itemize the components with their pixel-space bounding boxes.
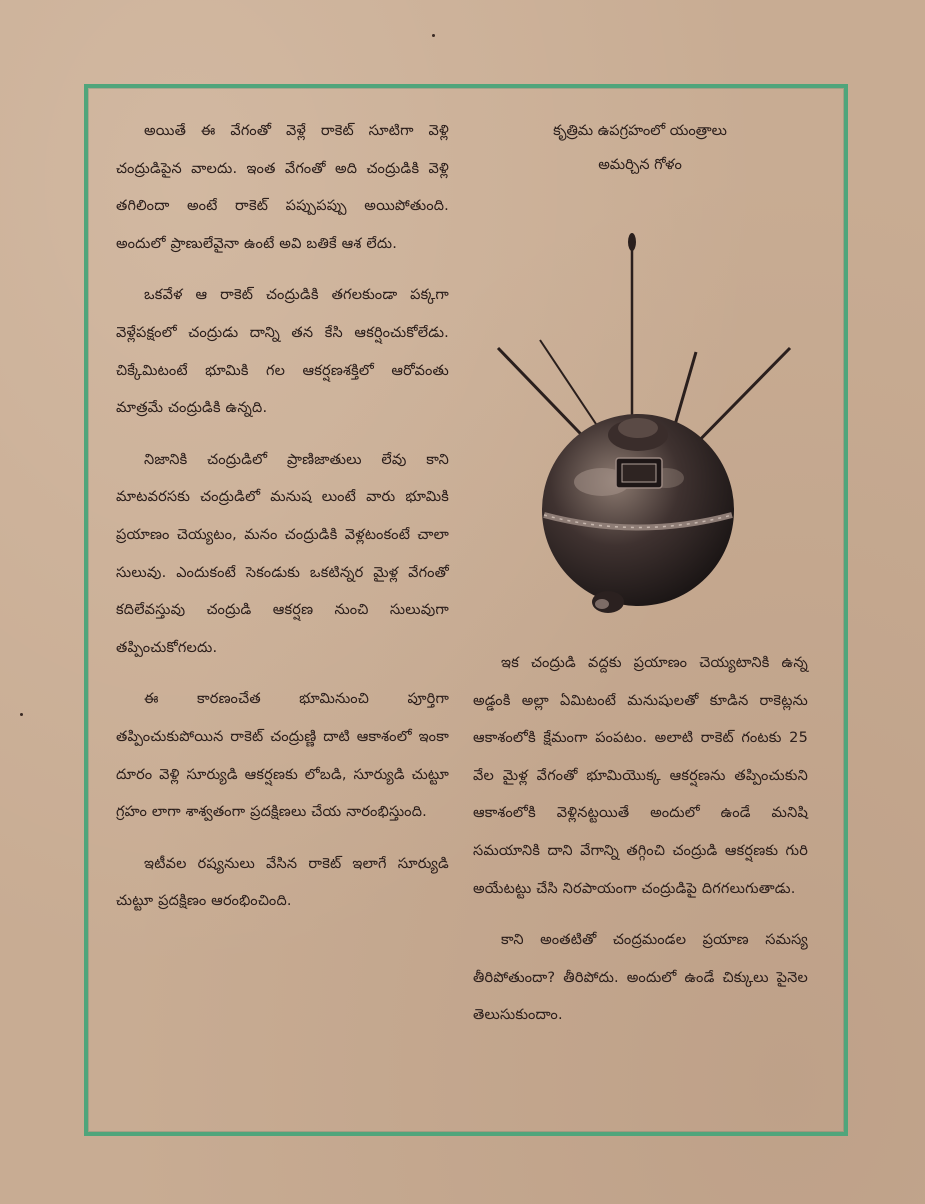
caption-line: కృత్రిమ ఉపగ్రహంలో యంత్రాలు — [553, 123, 727, 139]
satellite-sphere-icon — [490, 220, 800, 630]
left-text-column — [116, 113, 449, 921]
paragraph: అయితే ఈ వేగంతో వెళ్లే రాకెట్ సూటిగా వెళ్లి చంద్రుడిపైన వాలదు. ఇంత వేగంతో అది చంద్రుడికి వెళ్లి తగిలిందా అంటే రాకెట్ పప్పుపప్పు అయిపోతుంది. అందులో ప్రాణులేవైనా ఉంటే అవి బతికే ఆశ లేదు. — [116, 123, 449, 252]
paragraph: ఇటీవల రష్యనులు వేసిన రాకెట్ ఇలాగే సూర్యుడి చుట్టూ ప్రదక్షిణం ఆరంభించింది. — [116, 855, 449, 910]
ink-speck — [432, 34, 435, 37]
figure-caption — [490, 114, 790, 182]
caption-line: అమర్చిన గోళం — [598, 157, 682, 173]
ink-speck — [20, 713, 23, 716]
paragraph: ఇక చంద్రుడి వద్దకు ప్రయాణం చెయ్యటానికి ఉన్న అడ్డంకి అల్లా ఏమిటంటే మనుషులతో కూడిన రాకెట్లను ఆకాశంలోకి క్షేమంగా పంపటం. అలాటి రాకెట్ గంటకు 25 వేల మైళ్ల వేగంతో భూమియొక్క ఆకర్షణను తప్పించుకుని ఆకాశంలోకి వెళ్లినట్టయితే అందులో ఉండే మనిషి సమయానికి దాని వేగాన్ని తగ్గించి చంద్రుడి ఆకర్షణకు గురి అయేటట్టు చేసి నిరపాయంగా చంద్రుడిపై దిగగలుగుతాడు. — [473, 655, 808, 897]
right-text-column — [473, 645, 808, 1035]
paragraph: కాని అంతటితో చంద్రమండల ప్రయాణ సమస్య తీరిపోతుందా? తీరిపోదు. అందులో ఉండే చిక్కులు పైనెల తెలుసుకుందాం. — [473, 932, 808, 1024]
paragraph: ఈ కారణంచేత భూమినుంచి పూర్తిగా తప్పించుకుపోయిన రాకెట్ చంద్రుణ్ణి దాటి ఆకాశంలో ఇంకా దూరం వెళ్లి సూర్యుడి ఆకర్షణకు లోబడి, సూర్యుడి చుట్టూ గ్రహం లాగా శాశ్వతంగా ప్రదక్షిణలు చేయ నారంభిస్తుంది. — [116, 691, 449, 821]
paragraph: ఒకవేళ ఆ రాకెట్ చంద్రుడికి తగలకుండా పక్కగా వెళ్లేపక్షంలో చంద్రుడు దాన్ని తన కేసి ఆకర్షించుకోలేడు. చిక్కేమిటంటే భూమికి గల ఆకర్షణశక్తిలో ఆరోవంతు మాత్రమే చంద్రుడికి ఉన్నది. — [116, 287, 449, 417]
satellite-sphere-illustration — [490, 220, 800, 630]
paragraph: నిజానికి చంద్రుడిలో ప్రాణిజాతులు లేవు కాని మాటవరసకు చంద్రుడిలో మనుష లుంటే వారు భూమికి ప్రయాణం చెయ్యటం, మనం చంద్రుడికి వెళ్లటంకంటే చాలా సులువు. ఎందుకంటే సెకండుకు ఒకటిన్నర మైళ్ల వేగంతో కదిలేవస్తువు చంద్రుడి ఆకర్షణ నుంచి సులువుగా తప్పించుకోగలదు. — [116, 451, 449, 656]
